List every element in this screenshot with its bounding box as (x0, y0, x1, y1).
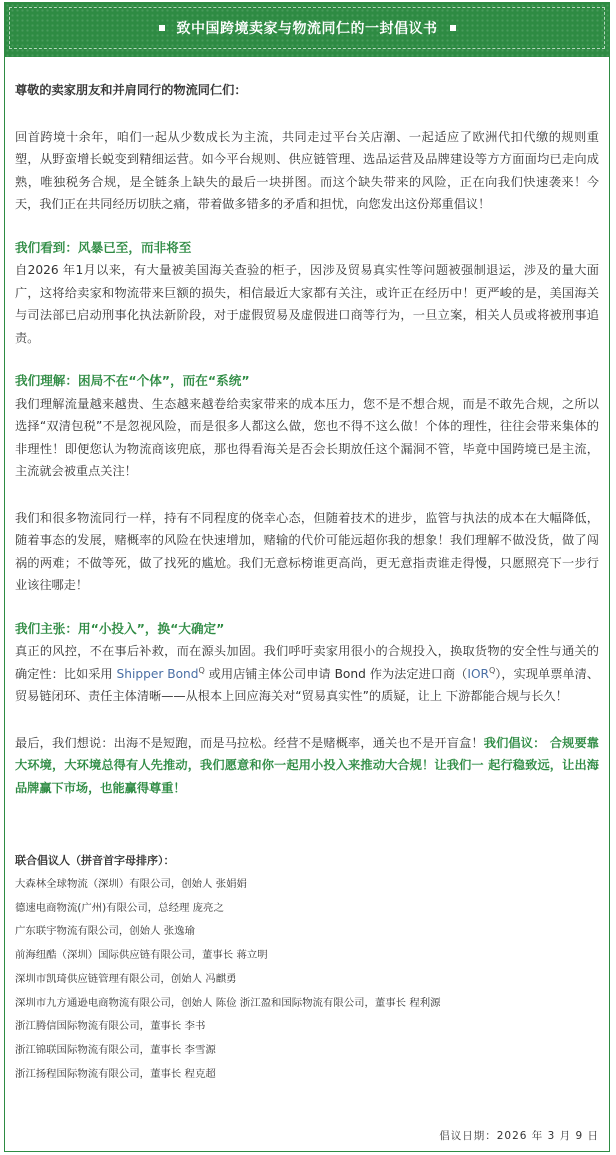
intro-paragraph: 回首跨境十余年，咱们一起从少数成长为主流，共同走过平台关店潮、一起适应了欧洲代扣代缴的规则重塑，从野蛮增长蜕变到精细运营。如今平台规则、供应链管理、选品运营及品牌建设等方方面面均已走向成熟，唯独税务合规，是全链条上缺失的最后一块拼图。而这个缺失带来的风险，正在向我们快速袭来！今天，我们正在共同经历切肤之痛，带着做多错多的矛盾和担忧，向您发出这份郑重倡议！ (15, 129, 599, 211)
ior-link[interactable]: IOR (467, 666, 489, 681)
signatory-item: 浙江锦联国际物流有限公司，董事长 李雪源 (15, 1043, 216, 1056)
section-body-advocate (15, 640, 599, 708)
signatories-list (15, 873, 599, 1086)
section-body-see: 自2026 年1月以来，有大量被美国海关查验的柜子，因涉及贸易真实性等问题被强制退运，涉及的量大面广，这将给卖家和物流带来巨额的损失，相信最近大家都有关注，或许正在经历中！更严峻的是，美国海关与司法部已启动刑事化执法新阶段，对于虚假贸易及虚假进口商等行为，一旦立案，相关人员或将被刑事追责。 (15, 263, 599, 345)
shipper-bond-link[interactable]: Shipper Bond (116, 666, 199, 681)
signatory-item: 浙江扬程国际物流有限公司，董事长 程克超 (15, 1067, 216, 1080)
signatories-title: 联合倡议人（拼音首字母排序）： (15, 854, 175, 867)
signatory-item: 大森林全球物流（深圳）有限公司，创始人 张娟娟 (15, 878, 247, 890)
closing-paragraph (15, 732, 599, 800)
section-body-understand: 我们理解流量越来越贵、生态越来越卷给卖家带来的成本压力，您不是不想合规，而是不敢先合规，之所以选择“双清包税”不是忽视风险，而是很多人都这么做，您也不得不这么做！个体的理性，往往会带来集体的非理性！即便您认为物流商该兜底，那也得看海关是否会长期放任这个漏洞不管，毕竟中国跨境已是主流，主流就会被重点关注！ (15, 396, 599, 478)
closing-bold: 我们倡议： 合规要靠大环境，大环境总得有人先推动，我们愿意和你一起用小投入来推动大合规！让我们一 起行稳致远，让出海品牌赢下市场，也能赢得尊重！ (15, 735, 599, 795)
page-title: 致中国跨境卖家与物流同仁的一封倡议书 (176, 21, 438, 37)
signatory-item: 浙江腾信国际物流有限公司，董事长 李书 (15, 1020, 206, 1033)
header-banner (5, 3, 609, 57)
search-icon[interactable]: Q (198, 665, 205, 675)
square-bullet-icon (450, 25, 456, 31)
letter-frame (4, 2, 610, 1152)
header-title-box (9, 7, 605, 49)
section-title-see: 我们看到：风暴已至，而非将至 (15, 239, 192, 255)
signatory-item: 深圳市九方通逊电商物流有限公司，创始人 陈俭 浙江盈和国际物流有限公司，董事长 程利源 (15, 996, 441, 1009)
advocate-text-b: 或用店铺主体公司申请 Bond 作为法定进口商（ (204, 666, 468, 681)
salutation: 尊敬的卖家朋友和并肩同行的物流同仁们： (15, 83, 247, 97)
square-bullet-icon (159, 25, 165, 31)
section-title-advocate: 我们主张：用“小投入”，换“大确定” (15, 620, 225, 636)
letter-body (5, 79, 609, 1086)
signatory-item: 德速电商物流(广州)有限公司，总经理 庞亮之 (15, 901, 224, 914)
advocate-text-a: 真正的风控，不在事后补救，而在源头加固。我们呼吁卖家用很小的合规投入，换取货物的安全性与通关的确定性：比如采用 (15, 644, 599, 681)
advocate-text-c: ），实现单票单清、贸易链闭环、责任主体清晰——从根本上回应海关对“贸易真实性”的质疑，让上 下游都能合规与长久！ (15, 666, 600, 703)
signatory-item: 深圳市凯琦供应链管理有限公司，创始人 冯麒勇 (15, 972, 237, 985)
search-icon[interactable]: Q (489, 665, 496, 675)
section-title-understand: 我们理解：困局不在“个体”，而在“系统” (15, 373, 250, 388)
signatory-item: 广东联宇物流有限公司，创始人 张逸瑜 (15, 925, 195, 938)
proposal-date: 倡议日期：2026 年 3 月 9 日 (439, 1130, 599, 1142)
closing-plain: 最后，我们想说：出海不是短跑，而是马拉松。经营不是赌概率，通关也不是开盲盒！ (15, 735, 484, 750)
signatory-item: 前海纽酷（深圳）国际供应链有限公司，董事长 蒋立明 (15, 949, 268, 962)
section-body-understand-2: 我们和很多物流同行一样，持有不同程度的侥幸心态，但随着技术的进步，监管与执法的成本在大幅降低，随着事态的发展，赌概率的风险在快速增加，赌输的代价可能远超你我的想象！我们理解不做没货，做了闯祸的两难；不做等死，做了找死的尴尬。我们无意标榜谁更高尚，更无意指责谁走得慢，只愿照亮下一步行业该往哪走！ (15, 510, 599, 592)
